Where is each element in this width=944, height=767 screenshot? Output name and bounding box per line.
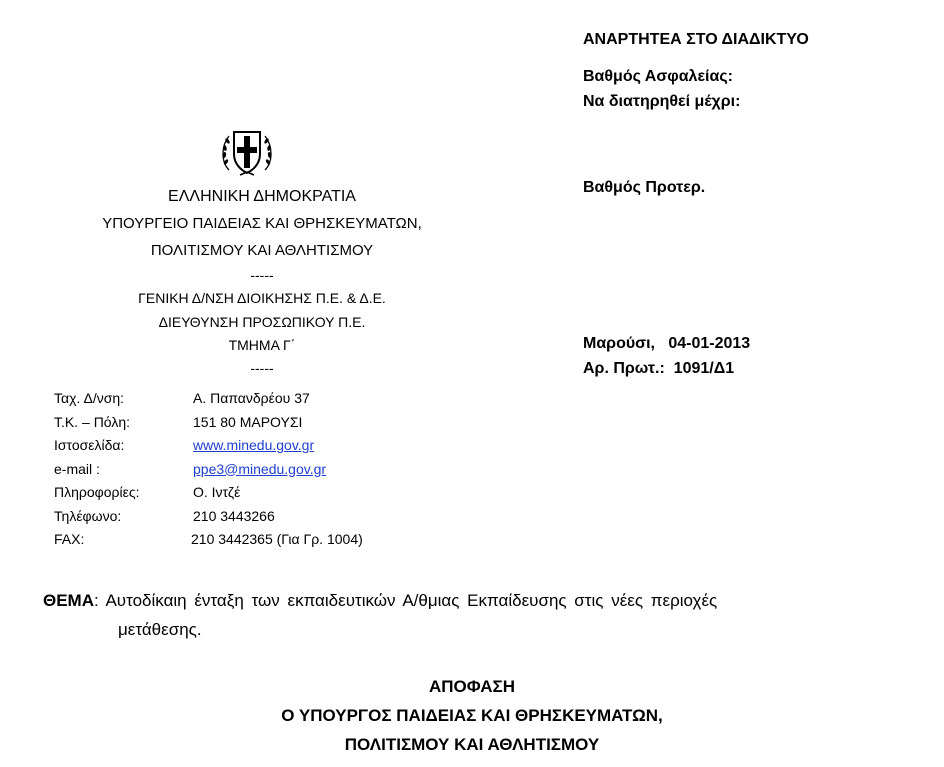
decision-title: ΑΠΟΦΑΣΗ	[428, 677, 516, 696]
subject-text-2: μετάθεσης.	[118, 620, 202, 639]
email-link[interactable]: ppe3@minedu.gov.gr	[193, 460, 327, 477]
website-link[interactable]: www.minedu.gov.gr	[193, 437, 315, 453]
subject-text-1: Αυτοδίκαιη ένταξη των εκπαιδευτικών Α/θμιας Εκπαίδευσης στις νέες περιοχές	[105, 591, 718, 610]
directorate-general: ΓΕΝΙΚΗ Δ/ΝΣΗ ΔΙΟΙΚΗΣΗΣ Π.Ε. & Δ.Ε.	[138, 290, 386, 306]
address-label: Ταχ. Δ/νση:	[54, 390, 125, 406]
protocol-label: Αρ. Πρωτ.:	[583, 360, 665, 377]
document-date: 04-01-2013	[668, 335, 751, 352]
fax-label: FAX:	[54, 531, 85, 547]
protocol-value: 1091/Δ1	[673, 360, 735, 377]
coat-of-arms-emblem	[218, 124, 276, 182]
subject-label: ΘΕΜΑ	[43, 591, 94, 610]
contact-row-address	[54, 387, 454, 411]
info-label: Πληροφορίες:	[54, 484, 140, 500]
contact-row-info	[54, 481, 454, 505]
protocol-number	[583, 358, 734, 380]
republic-title: ΕΛΛΗΝΙΚΗ ΔΗΜΟΚΡΑΤΙΑ	[168, 188, 356, 205]
contact-row-website	[54, 434, 454, 458]
priority-level-label: Βαθμός Προτερ.	[583, 179, 706, 196]
publish-online-label: ΑΝΑΡΤΗΤΕΑ ΣΤΟ ΔΙΑΔΙΚΤΥΟ	[583, 31, 809, 48]
fax-value: 210 3442365 (Για Γρ. 1004)	[191, 531, 363, 547]
postcode-city-value: 151 80 ΜΑΡΟΥΣΙ	[193, 413, 303, 430]
website-label: Ιστοσελίδα:	[54, 437, 125, 453]
place-label: Μαρούσι,	[583, 335, 655, 352]
place-date	[583, 333, 750, 355]
contact-row-email	[54, 458, 454, 482]
separator: -----	[250, 360, 274, 376]
contact-row-phone	[54, 505, 454, 529]
contact-row-postcode-city	[54, 411, 454, 435]
minister-line-2: ΠΟΛΙΤΙΣΜΟΥ ΚΑΙ ΑΘΛΗΤΙΣΜΟΥ	[344, 735, 600, 754]
ministry-line-1: ΥΠΟΥΡΓΕΙΟ ΠΑΙΔΕΙΑΣ ΚΑΙ ΘΡΗΣΚΕΥΜΑΤΩΝ,	[102, 215, 422, 232]
ministry-line-2: ΠΟΛΙΤΙΣΜΟΥ ΚΑΙ ΑΘΛΗΤΙΣΜΟΥ	[150, 242, 374, 259]
subject-line-1	[43, 587, 913, 615]
directorate: ΔΙΕΥΘΥΝΣΗ ΠΡΟΣΩΠΙΚΟΥ Π.Ε.	[158, 314, 366, 330]
separator: -----	[250, 267, 274, 283]
info-value: Ο. Ιντζέ	[193, 484, 241, 500]
retain-until-label: Να διατηρηθεί μέχρι:	[583, 93, 741, 110]
postcode-city-label: Τ.Κ. – Πόλη:	[54, 413, 131, 430]
address-value: Α. Παπανδρέου 37	[193, 390, 310, 406]
email-label: e-mail :	[54, 460, 100, 477]
phone-value: 210 3443266	[193, 507, 275, 524]
department: ΤΜΗΜΑ Γ΄	[228, 337, 296, 353]
contact-row-fax	[54, 528, 454, 552]
security-level-label: Βαθμός Ασφαλείας:	[583, 68, 733, 85]
minister-line-1: Ο ΥΠΟΥΡΓΟΣ ΠΑΙΔΕΙΑΣ ΚΑΙ ΘΡΗΣΚΕΥΜΑΤΩΝ,	[281, 706, 663, 725]
subject-colon: :	[94, 591, 99, 610]
phone-label: Τηλέφωνο:	[54, 507, 122, 524]
